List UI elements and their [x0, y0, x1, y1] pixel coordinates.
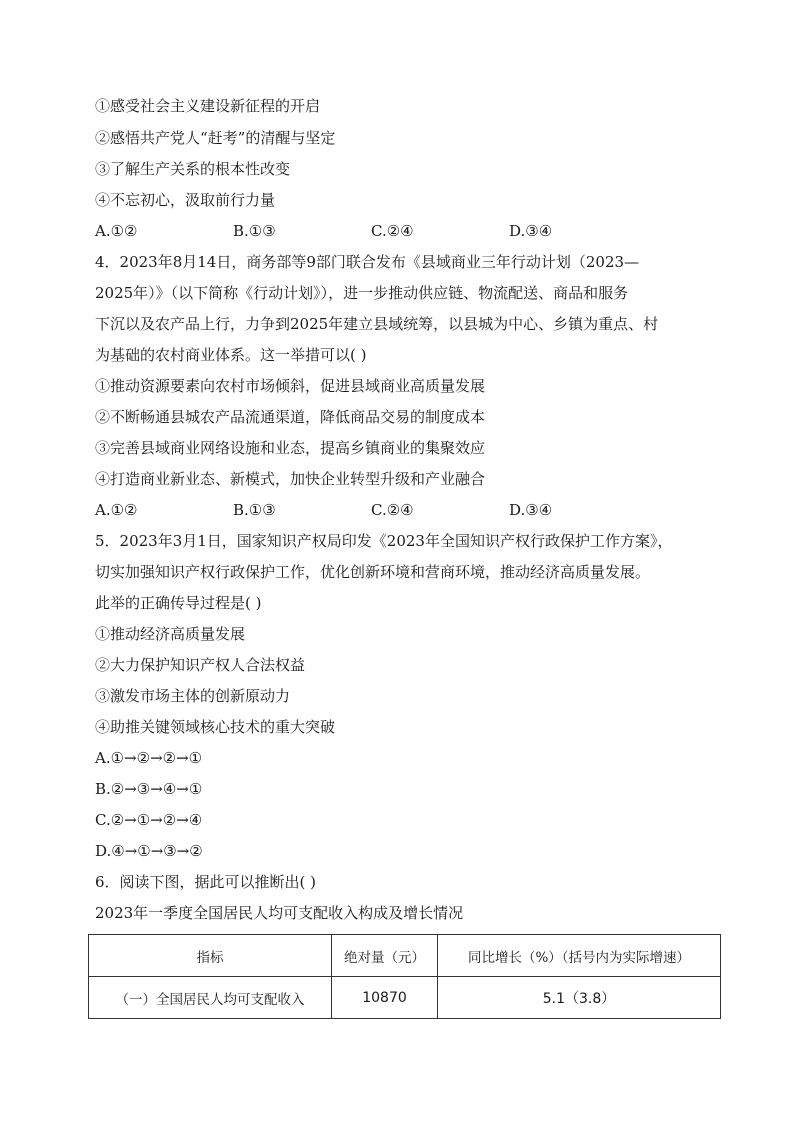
q4-stem-line-2: 2025年）》（以下简称《行动计划》），进一步推动供应链、物流配送、商品和服务 [95, 284, 629, 302]
q3-item-3: ③了解生产关系的根本性改变 [95, 160, 291, 178]
q3-option-c: C.②④ [371, 222, 414, 240]
q6-stem: 6．阅读下图，据此可以推断出( ) [95, 873, 317, 891]
q3-option-b: B.①③ [233, 222, 276, 240]
q4-option-c: C.②④ [371, 501, 414, 519]
q3-item-2: ②感悟共产党人“赶考”的清醒与坚定 [95, 129, 336, 147]
q4-item-1: ①推动资源要素向农村市场倾斜，促进县域商业高质量发展 [95, 377, 486, 395]
header-growth: 同比增长（%）（括号内为实际增速） [438, 935, 721, 977]
q4-stem-line-1: 4．2023年8月14日，商务部等9部门联合发布《县域商业三年行动计划（2023— [95, 253, 640, 271]
cell-indicator: （一）全国居民人均可支配收入 [89, 977, 332, 1019]
q4-item-4: ④打造商业新业态、新模式，加快企业转型升级和产业融合 [95, 470, 486, 488]
q4-option-a: A.①② [95, 501, 138, 519]
q5-stem-line-2: 切实加强知识产权行政保护工作，优化创新环境和营商环境，推动经济高质量发展。 [95, 563, 651, 581]
cell-growth: 5.1（3.8） [438, 977, 721, 1019]
q3-item-1: ①感受社会主义建设新征程的开启 [95, 97, 321, 115]
q5-stem-line-3: 此举的正确传导过程是( ) [95, 594, 262, 612]
q5-item-2: ②大力保护知识产权人合法权益 [95, 656, 306, 674]
q5-stem-line-1: 5．2023年3月1日，国家知识产权局印发《2023年全国知识产权行政保护工作方案》， [95, 532, 673, 550]
q3-item-4: ④不忘初心，汲取前行力量 [95, 191, 276, 209]
q4-option-b: B.①③ [233, 501, 276, 519]
q4-stem-line-3: 下沉以及农产品上行，力争到2025年建立县域统筹，以县城为中心、乡镇为重点、村 [95, 315, 659, 333]
q5-option-a: A.①→②→②→① [95, 749, 203, 767]
q4-stem-line-4: 为基础的农村商业体系。这一举措可以( ) [95, 346, 367, 364]
q5-item-1: ①推动经济高质量发展 [95, 625, 246, 643]
q5-item-3: ③激发市场主体的创新原动力 [95, 687, 291, 705]
table-header-row [89, 935, 721, 977]
header-absolute: 绝对量（元） [332, 935, 438, 977]
q4-option-d: D.③④ [509, 501, 553, 519]
q5-item-4: ④助推关键领域核心技术的重大突破 [95, 718, 336, 736]
q3-option-d: D.③④ [509, 222, 553, 240]
q4-item-3: ③完善县域商业网络设施和业态，提高乡镇商业的集聚效应 [95, 439, 486, 457]
q5-option-b: B.②→③→④→① [95, 780, 203, 798]
q4-item-2: ②不断畅通县城农产品流通渠道，降低商品交易的制度成本 [95, 408, 486, 426]
table-row [89, 977, 721, 1019]
q5-option-d: D.④→①→③→② [95, 842, 203, 860]
q3-option-a: A.①② [95, 222, 138, 240]
table-title: 2023年一季度全国居民人均可支配收入构成及增长情况 [95, 904, 464, 922]
header-indicator: 指标 [89, 935, 332, 977]
cell-absolute: 10870 [332, 977, 438, 1019]
income-table [88, 934, 721, 1019]
q5-option-c: C.②→①→②→④ [95, 811, 203, 829]
